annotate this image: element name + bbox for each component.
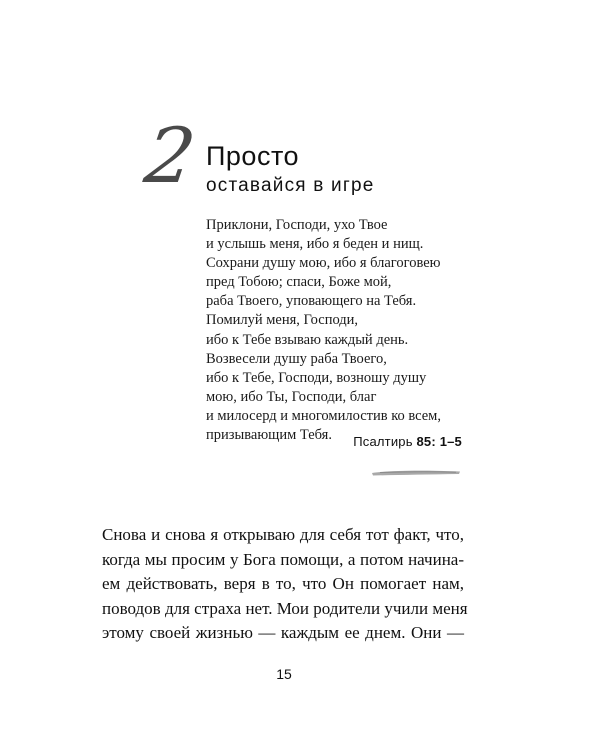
epigraph-line: Возвесели душу раба Твоего, <box>206 350 387 367</box>
epigraph-citation <box>353 434 462 450</box>
body-paragraph <box>102 523 468 646</box>
citation-reference: 85: 1–5 <box>416 434 462 449</box>
epigraph-line: мою, ибо Ты, Господи, благ <box>206 388 377 405</box>
body-line: этому своей жизнью — каждым ее днем. Они — <box>102 623 464 643</box>
epigraph-line: Помилуй меня, Господи, <box>206 312 359 329</box>
body-line: Снова и снова я открываю для себя тот факт, что, <box>102 525 464 544</box>
epigraph-line: и услышь меня, ибо я беден и нищ. <box>206 236 424 253</box>
epigraph-line: пред Тобою; спаси, Боже мой, <box>206 274 392 291</box>
citation-book: Псалтирь <box>353 434 413 449</box>
epigraph <box>206 216 466 445</box>
brush-stroke-divider <box>370 467 462 477</box>
epigraph-line: Приклони, Господи, ухо Твое <box>206 217 388 233</box>
epigraph-line: ибо к Тебе взываю каждый день. <box>206 331 409 348</box>
chapter-subtitle: оставайся в игре <box>206 175 375 196</box>
epigraph-line: и милосерд и многомилостив ко всем, <box>206 407 441 424</box>
body-line: когда мы просим у Бога помощи, а потом начина- <box>102 549 464 569</box>
epigraph-line: ибо к Тебе, Господи, возношу душу <box>206 369 427 386</box>
body-line: поводов для страха нет. Мои родители учили меня <box>102 598 468 618</box>
epigraph-line: призывающим Тебя. <box>206 427 332 444</box>
page-number: 15 <box>276 666 292 682</box>
body-line: ем действовать, веря в то, что Он помогает нам, <box>102 574 464 594</box>
epigraph-line: раба Твоего, уповающего на Тебя. <box>206 293 417 310</box>
chapter-number: 2 <box>139 111 201 200</box>
chapter-title: Просто <box>206 141 300 171</box>
epigraph-line: Сохрани душу мою, ибо я благоговею <box>206 255 441 272</box>
